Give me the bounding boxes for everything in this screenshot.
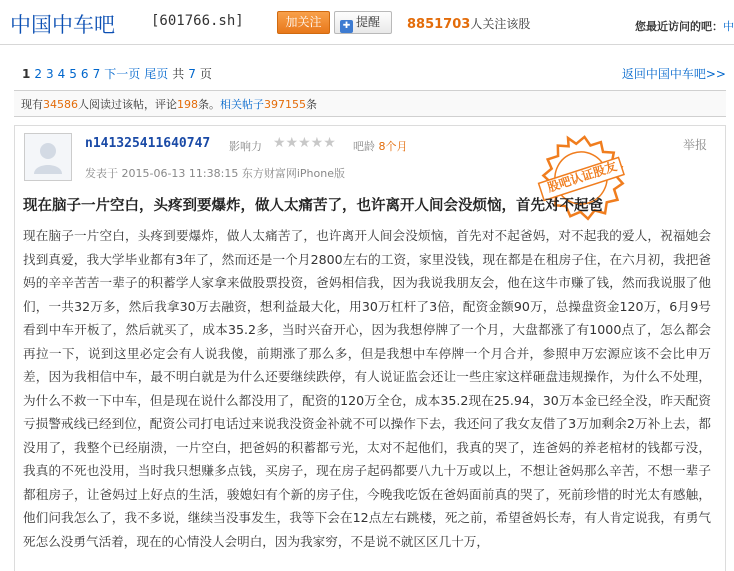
back-to-bar-link[interactable]: 返回中国中车吧>> <box>621 67 726 81</box>
bar-age <box>353 138 408 154</box>
comment-count: 198 <box>177 98 198 111</box>
post-title: 现在脑子一片空白，头疼到要爆炸，做人太痛苦了，也许离开人间会没烦恼，首先对不起爸 <box>23 198 603 214</box>
influence-stars: ★★★★★ <box>273 135 336 151</box>
post-card <box>14 125 726 571</box>
reader-suffix: 人阅读过该帖，评论 <box>78 98 177 111</box>
next-page-link[interactable]: 下一页 <box>104 67 141 81</box>
posted-source: 东方财富网iPhone版 <box>241 167 345 180</box>
influence-label: 影响力 <box>229 140 262 153</box>
follower-number: 8851703 <box>407 17 471 32</box>
bar-title-link[interactable]: 中国中车吧 <box>10 13 115 37</box>
reader-count: 34586 <box>43 98 78 111</box>
pagination <box>22 65 220 82</box>
page-link-7[interactable]: 7 <box>92 67 101 81</box>
page-current: 1 <box>22 67 31 81</box>
related-count: 397155 <box>264 98 306 111</box>
post-meta <box>85 165 345 181</box>
top-header <box>0 0 734 45</box>
stock-code: [601766.sh] <box>151 13 244 29</box>
avatar[interactable] <box>24 133 72 181</box>
related-posts-link[interactable]: 相关帖子 <box>220 98 264 111</box>
recent-label: 您最近访问的吧： <box>635 20 723 33</box>
stamp-text: 股吧认证股友 <box>545 159 619 195</box>
page-link-2[interactable]: 2 <box>34 67 42 81</box>
recent-bar-link[interactable]: 中 <box>723 20 734 33</box>
age-value: 8个月 <box>378 140 408 153</box>
report-link[interactable]: 举报 <box>682 138 707 152</box>
total-pages-number[interactable]: 7 <box>188 67 196 81</box>
follower-suffix: 人关注该股 <box>470 17 531 31</box>
remind-button[interactable] <box>334 11 392 34</box>
total-pages <box>172 67 216 81</box>
related-suffix: 条 <box>306 98 317 111</box>
page-link-6[interactable]: 6 <box>80 67 89 81</box>
post-body: 现在脑子一片空白，头疼到要爆炸，做人太痛苦了，也许离开人间会没烦恼，首先对不起爸妈，对不起我的爱人，祝福她会找到真爱，我大学毕业都有3年了，然而还是一个月2800左右的工资，家里没钱，现在都是在租房子住，在六月初，我把爸妈的辛辛苦苦一辈子的积蓄学人家拿来做股票投资，爸妈相信我，因为我说我朋友会，他在这牛市赚了钱，然而我说服了他们，一共32万多，然后我拿30万去融资，想利益最大化，用30万杠杆了3倍，配资金额90万，总操盘资金120万，6月9号看到中车开板了，然后就买了，成本35.2多，当时兴奋开心，因为我想停牌了一个月，大盘都涨了有1000点了，怎么都会再拉一下，说到这里必定会有人说我傻，前期涨了那么多，但是我想中车停牌一个月合并，参照申万宏源应该不会比申万差，因为我相信中车，最不明白就是为什么还要继续跌停，有人说证监会还让一些庄家这样砸盘违规操作，为什么不处理，为什么不救一下中车，但是现在说什么都没用了，配资的120万全仓，成本35.2现在25.94，30万本金已经全没，昨天配资亏损警戒线已经到位，配资公司打电话过来说我没资金补就不可以操作下去，我还问了我女友借了3万加剩余2万补上去，都没用了，我整个已经崩溃，一片空白，把爸妈的积蓄都亏光，太对不起他们，我真的哭了，连爸妈的养老棺材的钱都亏没，我真的不死也没用，当时我只想赚多点钱，买房子，现在房子起码都要八九十万或以上，不想让爸妈那么辛苦，不想一辈子都租房子，让爸妈过上好点的生活，骏媳妇有个新的房子住，今晚我吃饭在爸妈面前真的哭了，死前珍惜的时光太有感触，他们问我怎么了，我不多说，继续当没事发生，我等下会在12点左右跳楼，死之前，希望爸妈长寿，有人肯定说我，有勇气死怎么没勇气活着，现在的心情没人会明白，因为我家穷，不是说不就区区几十万， <box>23 228 711 549</box>
age-label: 吧龄 <box>353 140 375 153</box>
remind-label: 提醒 <box>356 15 381 29</box>
page-link-5[interactable]: 5 <box>69 67 77 81</box>
last-page-link[interactable]: 尾页 <box>144 67 169 81</box>
total-prefix: 共 <box>172 67 185 81</box>
posted-time: 2015-06-13 11:38:15 <box>121 167 239 180</box>
total-suffix: 页 <box>199 67 212 81</box>
page-link-4[interactable]: 4 <box>57 67 66 81</box>
comment-suffix: 条。 <box>198 98 220 111</box>
post-stats-bar <box>14 90 726 117</box>
recent-visited <box>635 18 734 34</box>
follower-count <box>407 15 530 32</box>
author-name-link[interactable]: n141325411640747 <box>85 136 211 151</box>
user-silhouette-icon <box>32 140 64 174</box>
follow-button[interactable]: 加关注 <box>277 11 330 34</box>
page-link-3[interactable]: 3 <box>46 67 54 81</box>
bell-icon: ✚ <box>340 20 353 33</box>
posted-prefix: 发表于 <box>85 167 118 180</box>
stats-prefix: 现有 <box>21 98 43 111</box>
